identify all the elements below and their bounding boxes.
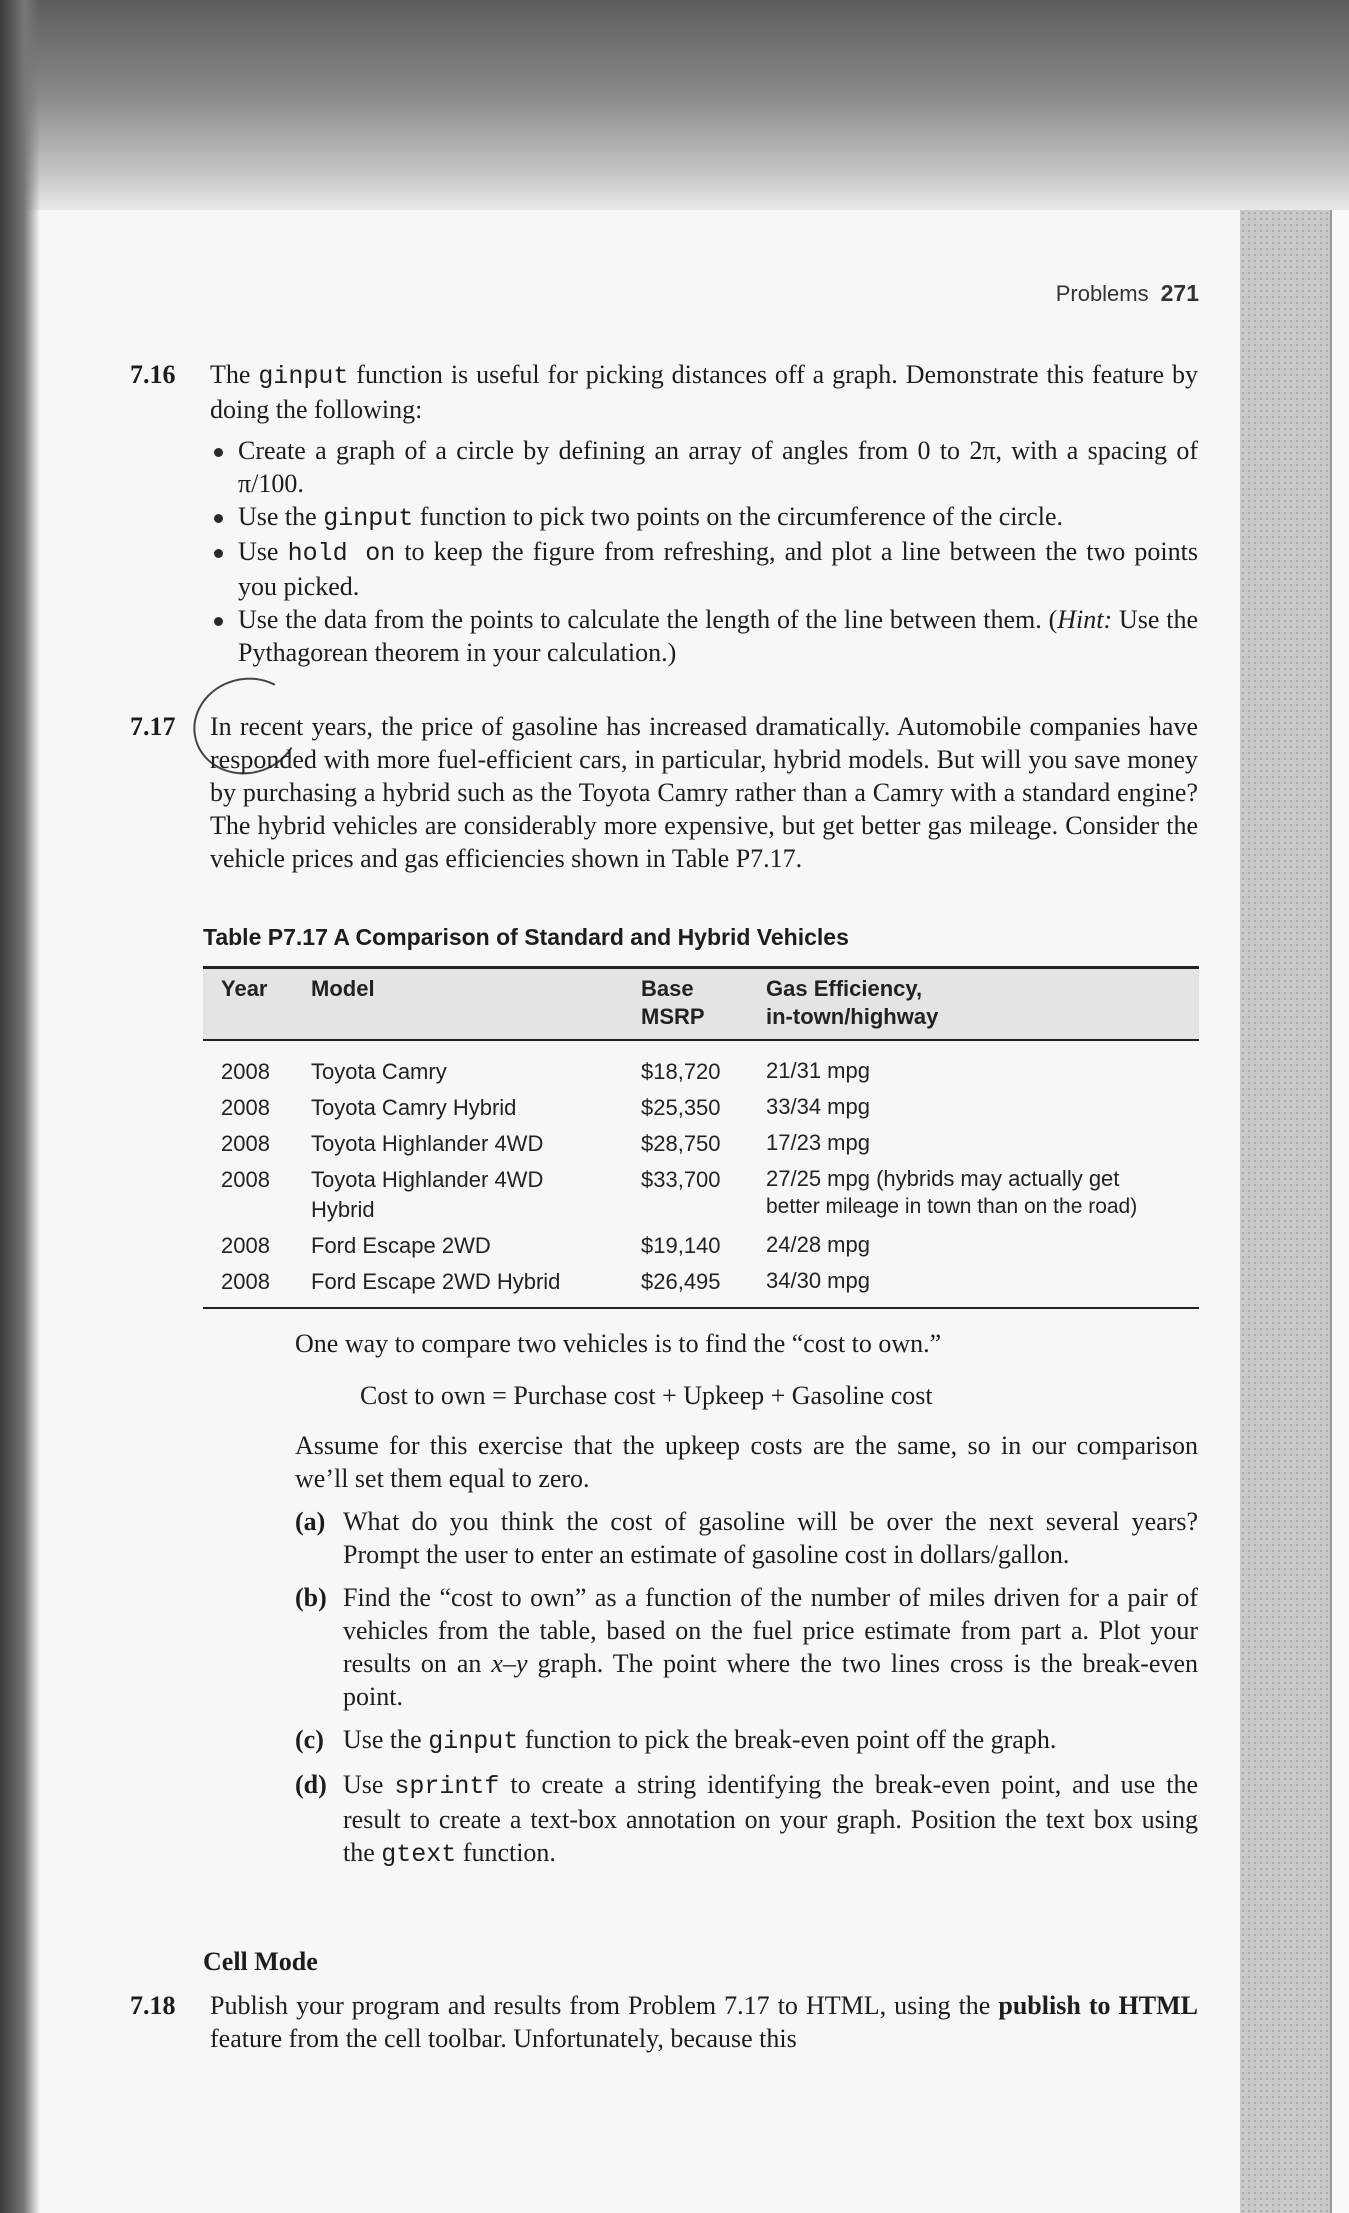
bullet-item	[210, 434, 1198, 500]
problem-parts	[295, 1505, 1198, 1881]
gas-value: 33/34 mpg	[766, 1094, 870, 1119]
part-text: What do you think the cost of gasoline will be over the next several years? Prompt the user to enter an estimate of gasoline cost in dollars/gallon.	[343, 1507, 1198, 1569]
bullet-text: Use the	[238, 502, 317, 531]
problem-text: feature from the cell toolbar. Unfortunately, because this	[210, 2024, 797, 2053]
problem-intro	[210, 358, 1198, 426]
intro-text: function is useful for picking distances off a graph. Demonstrate this feature by doing the following:	[210, 360, 1199, 424]
cost-equation: Cost to own = Purchase cost + Upkeep + Gasoline cost	[360, 1381, 933, 1410]
gas-value: 24/28 mpg	[766, 1232, 870, 1257]
part-text: to create a string identifying the break-even point, and use the result to create a text-box annotation on your graph. Position the text box using the	[343, 1770, 1198, 1867]
cell-gas	[748, 1126, 1199, 1162]
table-header-row	[203, 968, 1199, 1041]
code-ginput: ginput	[258, 362, 349, 391]
publish-to-html-bold: publish to HTML	[998, 1991, 1198, 2020]
part-text: Find the “cost to own” as a function of the number of miles driven for a pair of vehicles from the table, based on the fuel price estimate from part a. Plot your results on an	[343, 1583, 1198, 1678]
cell-year: 2008	[221, 1095, 270, 1120]
part-a	[295, 1505, 1198, 1571]
table-row	[203, 1264, 1199, 1308]
table-row	[203, 1162, 1199, 1228]
part-text: function.	[462, 1838, 556, 1867]
cell-msrp: $28,750	[641, 1131, 721, 1156]
gas-note: better mileage in town than on the road)	[766, 1195, 1138, 1218]
cell-gas	[748, 1090, 1199, 1126]
part-text: Use	[343, 1770, 384, 1799]
part-label: (c)	[295, 1725, 324, 1754]
code-gtext: gtext	[381, 1840, 457, 1869]
cell-model: Ford Escape 2WD Hybrid	[293, 1264, 623, 1308]
cell-msrp: $18,720	[641, 1059, 721, 1084]
code-ginput: ginput	[428, 1727, 519, 1756]
code-ginput: ginput	[323, 504, 414, 533]
hint-label: Hint:	[1057, 605, 1113, 634]
bullet-text: Use the Pythagorean theorem in your calculation.)	[238, 605, 1198, 667]
code-hold-on: hold on	[287, 539, 396, 568]
assumption-text: Assume for this exercise that the upkeep costs are the same, so in our comparison we’ll set them equal to zero.	[295, 1431, 1198, 1493]
cell-year: 2008	[221, 1059, 270, 1084]
col-header-msrp	[623, 968, 748, 1041]
bullet-item	[210, 535, 1198, 603]
cell-model: Toyota Camry Hybrid	[311, 1095, 517, 1120]
col-header-gas	[748, 968, 1199, 1041]
part-text: graph. The point where the two lines cross is the break-even point.	[343, 1649, 1199, 1711]
table-row	[203, 1040, 1199, 1090]
part-text: Use the	[343, 1725, 422, 1754]
code-sprintf: sprintf	[394, 1772, 500, 1801]
bullet-text: function to pick two points on the circumference of the circle.	[419, 502, 1063, 531]
header-line: Gas Efficiency,	[766, 976, 923, 1001]
problem-7-17	[130, 710, 1198, 875]
col-header-year: Year	[203, 968, 293, 1041]
header-line: in-town/highway	[766, 1004, 939, 1029]
cell-msrp: $33,700	[641, 1167, 721, 1192]
problem-number: 7.18	[130, 1991, 176, 2020]
problem-text: In recent years, the price of gasoline has increased dramatically. Automobile companies have responded with more fuel-efficient cars, in particular, hybrid models. But will you save money by purchasing a hybrid such as the Toyota Camry rather than a Camry with a standard engine? The hybrid vehicles are considerably more expensive, but get better gas mileage. Consider the vehicle prices and gas efficiencies shown in Table P7.17.	[210, 712, 1198, 873]
cell-gas	[748, 1228, 1199, 1264]
cost-intro: One way to compare two vehicles is to find the “cost to own.”	[295, 1329, 942, 1358]
scan-top-shadow	[0, 0, 1349, 215]
cell-gas	[748, 1040, 1199, 1090]
problem-number: 7.16	[130, 360, 176, 389]
problem-number: 7.17	[130, 712, 176, 741]
table-row	[203, 1228, 1199, 1264]
col-header-model: Model	[293, 968, 623, 1041]
running-head-section: Problems	[1055, 281, 1149, 306]
cell-model: Toyota Highlander 4WD Hybrid	[311, 1167, 544, 1222]
table-caption: Table P7.17 A Comparison of Standard and Hybrid Vehicles	[203, 924, 849, 950]
table-row	[203, 1126, 1199, 1162]
gas-value: 27/25 mpg (hybrids may actually get	[766, 1166, 1120, 1191]
bullet-text: to keep the figure from refreshing, and plot a line between the two points you picked.	[238, 537, 1198, 601]
part-label: (a)	[295, 1507, 326, 1536]
cell-model: Toyota Highlander 4WD	[311, 1131, 544, 1156]
bullet-list	[210, 434, 1198, 669]
cell-msrp: $26,495	[623, 1264, 748, 1308]
vehicle-comparison-table	[203, 966, 1199, 1309]
header-line: MSRP	[641, 1004, 705, 1029]
bullet-text: Use the data from the points to calculate the length of the line between them. (	[238, 605, 1058, 634]
cell-year: 2008	[221, 1167, 270, 1192]
part-c	[295, 1723, 1198, 1758]
cell-gas	[748, 1162, 1199, 1228]
gas-value: 34/30 mpg	[766, 1268, 870, 1293]
table-row	[203, 1090, 1199, 1126]
cell-model: Toyota Camry	[311, 1059, 447, 1084]
cell-year: 2008	[221, 1131, 270, 1156]
part-text: function to pick the break-even point off the graph.	[524, 1725, 1057, 1754]
cell-gas	[748, 1264, 1199, 1308]
page-edge-white	[1330, 210, 1349, 2213]
bullet-item	[210, 603, 1198, 669]
cell-msrp: $19,140	[641, 1233, 721, 1258]
cell-model: Ford Escape 2WD	[311, 1233, 491, 1258]
part-d	[295, 1768, 1198, 1871]
gas-value: 21/31 mpg	[766, 1058, 870, 1083]
cell-year: 2008	[203, 1264, 293, 1308]
scan-left-shadow	[0, 0, 40, 2213]
page-edge-strip	[1240, 210, 1330, 2213]
bullet-text: Use	[238, 537, 279, 566]
problem-7-16	[130, 358, 1199, 669]
part-label: (d)	[295, 1770, 327, 1799]
section-heading-cell-mode: Cell Mode	[203, 1947, 318, 1976]
cell-msrp: $25,350	[641, 1095, 721, 1120]
page-number: 271	[1160, 280, 1199, 306]
bullet-item	[210, 500, 1198, 535]
intro-text: The	[210, 360, 251, 389]
bullet-text: Create a graph of a circle by defining an array of angles from 0 to 2π, with a spacing of π/100.	[238, 436, 1198, 498]
gas-value: 17/23 mpg	[766, 1130, 870, 1155]
part-label: (b)	[295, 1583, 327, 1612]
problem-7-18	[130, 1989, 1198, 2055]
xy-italic: x–y	[491, 1649, 528, 1678]
part-b	[295, 1581, 1198, 1713]
header-line: Base	[641, 976, 694, 1001]
running-head	[1056, 280, 1199, 307]
problem-text: Publish your program and results from Problem 7.17 to HTML, using the	[210, 1991, 991, 2020]
cell-year: 2008	[221, 1233, 270, 1258]
